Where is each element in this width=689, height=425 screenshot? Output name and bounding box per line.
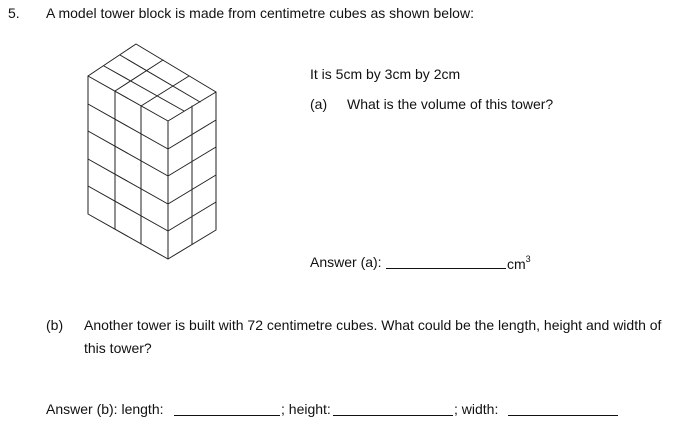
answer-b-width-blank[interactable] <box>508 415 618 416</box>
tower-dimensions: It is 5cm by 3cm by 2cm <box>310 66 461 82</box>
unit-exponent: 3 <box>525 254 531 264</box>
answer-b-width-label: ; width: <box>454 401 499 417</box>
cube-tower-icon <box>82 38 222 262</box>
answer-a-blank[interactable] <box>386 268 506 269</box>
question-stem: A model tower block is made from centimetre cubes as shown below: <box>46 5 474 21</box>
answer-b-length-label: Answer (b): length: <box>46 401 164 417</box>
part-a-label: (a) <box>310 96 328 112</box>
answer-b-length-blank[interactable] <box>174 415 280 416</box>
part-b-question: Another tower is built with 72 centimetre cubes. What could be the length, height and width of this tower? <box>84 317 662 356</box>
answer-b-height-label: ; height: <box>281 401 331 417</box>
answer-a-unit: $cm^3$ <box>507 254 531 272</box>
question-number: 5. <box>8 5 20 21</box>
answer-b-height-blank[interactable] <box>333 415 453 416</box>
part-a-question: What is the volume of this tower? <box>347 96 554 112</box>
part-b-label: (b) <box>46 317 64 333</box>
answer-a-label: Answer (a): <box>310 254 382 270</box>
